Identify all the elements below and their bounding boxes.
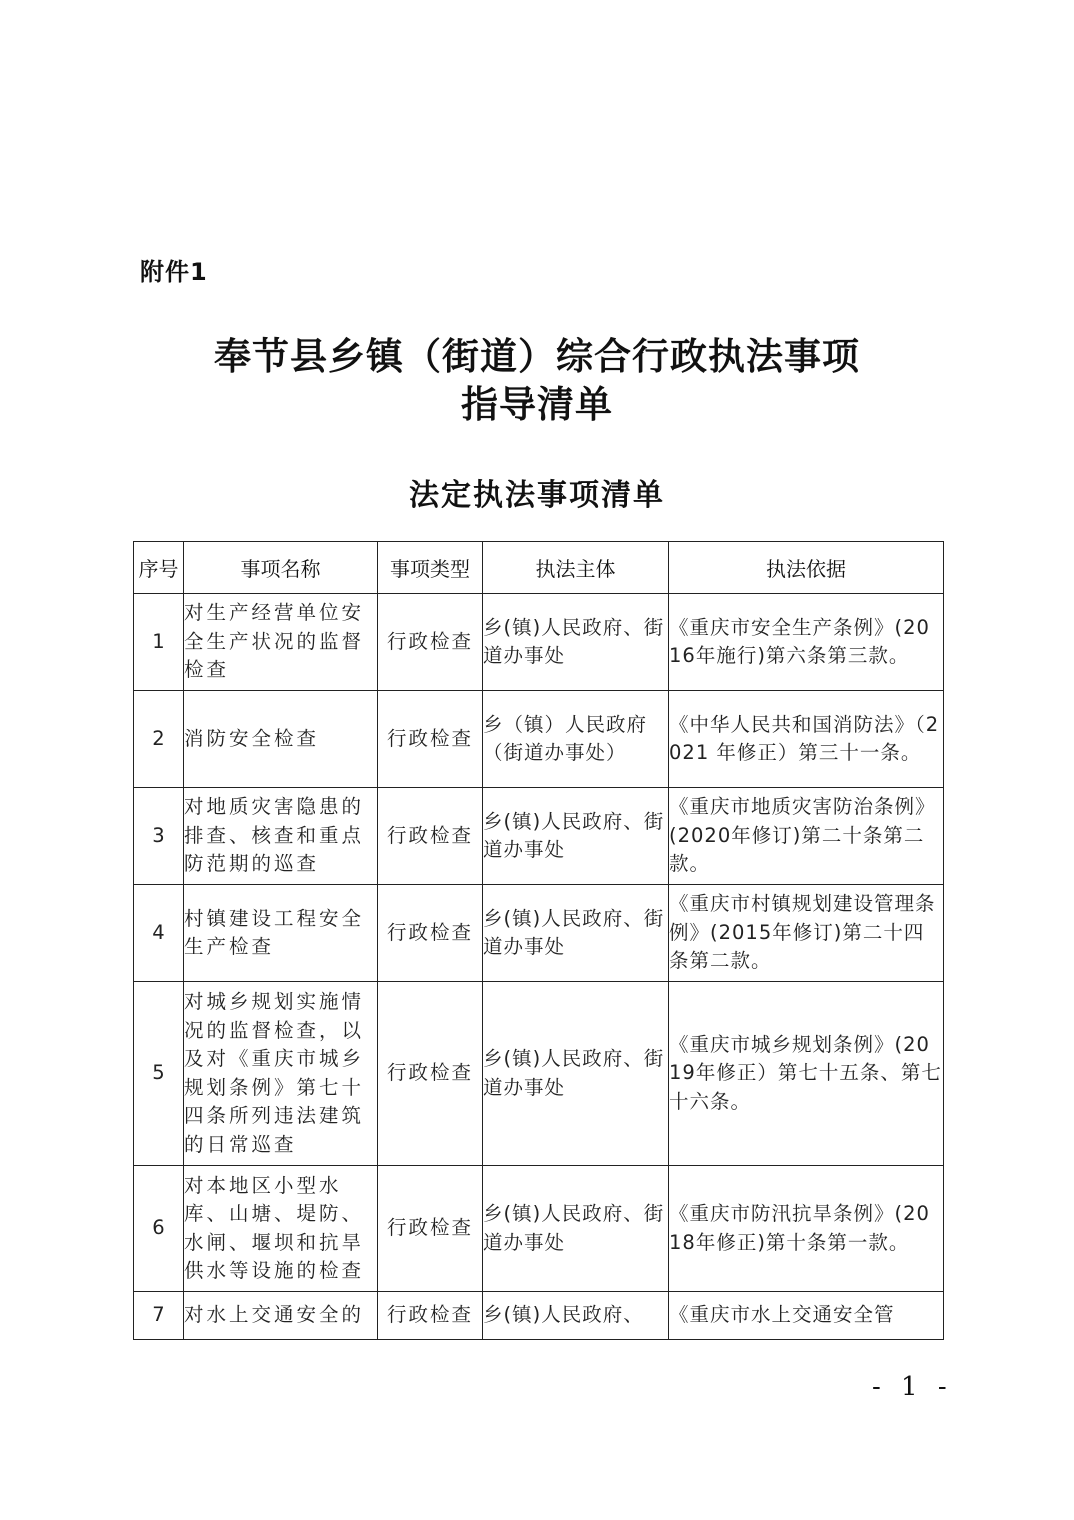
cell-matter-type: 行政检查 (378, 788, 483, 885)
section-title: 法定执法事项清单 (409, 478, 665, 513)
table-row (134, 594, 944, 691)
cell-serial-number: 6 (134, 1166, 184, 1292)
cell-matter-name: 对本地区小型水库、山塘、堤防、水闸、堰坝和抗旱供水等设施的检查 (184, 1166, 378, 1292)
cell-matter-type: 行政检查 (378, 691, 483, 788)
document-title-line-1: 奉节县乡镇（街道）综合行政执法事项 (214, 334, 860, 378)
table-row (134, 1292, 944, 1340)
cell-legal-basis: 《中华人民共和国消防法》（2021 年修正）第三十一条。 (669, 691, 944, 788)
cell-serial-number: 5 (134, 982, 184, 1166)
cell-serial-number: 4 (134, 885, 184, 982)
cell-matter-name: 村镇建设工程安全生产检查 (184, 885, 378, 982)
cell-enforcement-subject: 乡(镇)人民政府、街道办事处 (483, 788, 669, 885)
cell-legal-basis: 《重庆市防汛抗旱条例》(2018年修正)第十条第一款。 (669, 1166, 944, 1292)
cell-enforcement-subject: 乡(镇)人民政府、街道办事处 (483, 885, 669, 982)
cell-matter-name: 消防安全检查 (184, 691, 378, 788)
cell-enforcement-subject: 乡（镇）人民政府（街道办事处） (483, 691, 669, 788)
cell-legal-basis: 《重庆市村镇规划建设管理条例》(2015年修订)第二十四条第二款。 (669, 885, 944, 982)
cell-serial-number: 3 (134, 788, 184, 885)
table-header-row (134, 542, 944, 594)
header-serial-number: 序号 (134, 542, 184, 594)
attachment-label: 附件1 (140, 258, 208, 286)
cell-enforcement-subject: 乡(镇)人民政府、街道办事处 (483, 594, 669, 691)
header-enforcement-subject: 执法主体 (483, 542, 669, 594)
cell-matter-type: 行政检查 (378, 982, 483, 1166)
cell-legal-basis: 《重庆市安全生产条例》(2016年施行)第六条第三款。 (669, 594, 944, 691)
cell-serial-number: 2 (134, 691, 184, 788)
document-title (0, 332, 1074, 428)
header-legal-basis: 执法依据 (669, 542, 944, 594)
cell-matter-name: 对地质灾害隐患的排查、核查和重点防范期的巡查 (184, 788, 378, 885)
cell-matter-name: 对水上交通安全的 (184, 1292, 378, 1340)
cell-legal-basis: 《重庆市水上交通安全管 (669, 1292, 944, 1340)
cell-matter-type: 行政检查 (378, 1292, 483, 1340)
cell-legal-basis: 《重庆市地质灾害防治条例》(2020年修订)第二十条第二款。 (669, 788, 944, 885)
cell-serial-number: 7 (134, 1292, 184, 1340)
enforcement-matters-table (133, 541, 944, 1340)
cell-matter-name: 对生产经营单位安全生产状况的监督检查 (184, 594, 378, 691)
table-row (134, 691, 944, 788)
table-row (134, 885, 944, 982)
document-title-line-2: 指导清单 (461, 382, 613, 426)
cell-enforcement-subject: 乡(镇)人民政府、街道办事处 (483, 982, 669, 1166)
cell-matter-type: 行政检查 (378, 885, 483, 982)
table-row (134, 1166, 944, 1292)
table-row (134, 788, 944, 885)
cell-enforcement-subject: 乡(镇)人民政府、街道办事处 (483, 1166, 669, 1292)
cell-legal-basis: 《重庆市城乡规划条例》(2019年修正）第七十五条、第七十六条。 (669, 982, 944, 1166)
cell-matter-type: 行政检查 (378, 1166, 483, 1292)
cell-serial-number: 1 (134, 594, 184, 691)
cell-enforcement-subject: 乡(镇)人民政府、 (483, 1292, 669, 1340)
header-matter-type: 事项类型 (378, 542, 483, 594)
header-matter-name: 事项名称 (184, 542, 378, 594)
table-row (134, 982, 944, 1166)
cell-matter-type: 行政检查 (378, 594, 483, 691)
cell-matter-name: 对城乡规划实施情况的监督检查，以及对《重庆市城乡规划条例》第七十四条所列违法建筑的日常巡查 (184, 982, 378, 1166)
page-number: - 1 - (872, 1372, 953, 1402)
